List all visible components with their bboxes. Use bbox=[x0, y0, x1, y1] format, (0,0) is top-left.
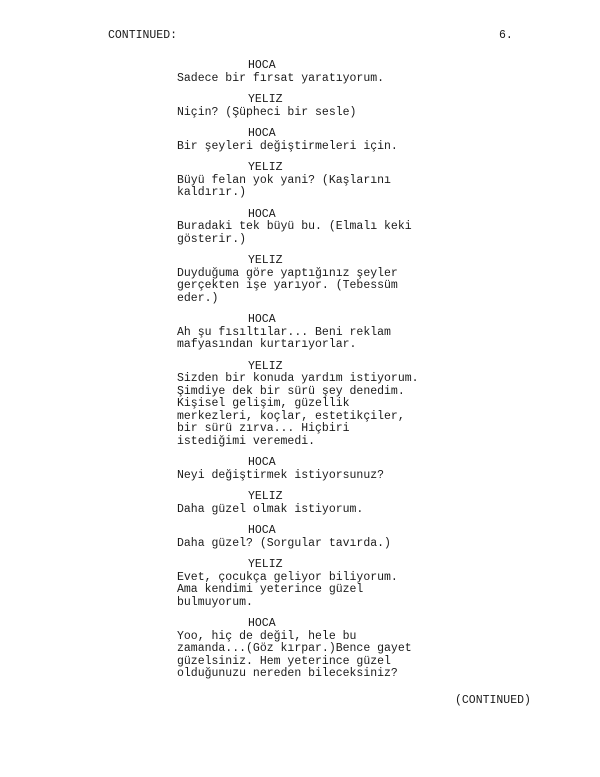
character-name: YELIZ bbox=[248, 359, 283, 373]
character-name: YELIZ bbox=[248, 254, 283, 267]
dialogue-column bbox=[177, 60, 437, 690]
dialogue-line: Daha güzel olmak istiyorum. bbox=[177, 502, 364, 516]
page-number: 6. bbox=[499, 29, 513, 42]
dialogue-block bbox=[177, 457, 437, 482]
dialogue-line: bulmuyorum. bbox=[177, 595, 253, 609]
dialogue-block bbox=[177, 60, 437, 85]
character-name: HOCA bbox=[248, 127, 276, 140]
character-name: YELIZ bbox=[248, 490, 283, 503]
dialogue-line: Ah şu fısıltılar... Beni reklam bbox=[177, 325, 391, 339]
dialogue-line: Şimdiye dek bir sürü şey denedim. bbox=[177, 384, 405, 398]
dialogue-line: gerçekten işe yarıyor. (Tebessüm bbox=[177, 279, 398, 292]
character-name: YELIZ bbox=[248, 93, 283, 106]
dialogue-block bbox=[177, 94, 437, 119]
character-name: HOCA bbox=[248, 524, 276, 537]
dialogue-block bbox=[177, 255, 437, 305]
dialogue-line: bir sürü zırva... Hiçbiri bbox=[177, 422, 350, 435]
dialogue-block bbox=[177, 559, 437, 609]
dialogue-line: Ama kendimi yeterince güzel bbox=[177, 583, 364, 596]
character-name: HOCA bbox=[248, 313, 276, 326]
dialogue-line: Bir şeyleri değiştirmeleri için. bbox=[177, 139, 398, 153]
dialogue-line: Daha güzel? (Sorgular tavırda.) bbox=[177, 536, 391, 550]
dialogue-block bbox=[177, 209, 437, 247]
continued-header: CONTINUED: bbox=[108, 29, 178, 42]
dialogue-line: merkezleri, koçlar, estetikçiler, bbox=[177, 409, 405, 423]
dialogue-line: Yoo, hiç de değil, hele bu bbox=[177, 629, 357, 643]
dialogue-line: olduğunuzu nereden bileceksiniz? bbox=[177, 667, 398, 680]
dialogue-block bbox=[177, 162, 437, 200]
dialogue-line: Sizden bir konuda yardım istiyorum. bbox=[177, 372, 419, 385]
character-name: HOCA bbox=[248, 207, 276, 221]
continued-footer: (CONTINUED) bbox=[455, 694, 531, 707]
dialogue-block bbox=[177, 314, 437, 352]
dialogue-line: Büyü felan yok yani? (Kaşlarını bbox=[177, 173, 391, 187]
dialogue-line: Duyduğuma göre yaptığınız şeyler bbox=[177, 266, 398, 280]
dialogue-block bbox=[177, 128, 437, 153]
dialogue-line: istediğimi veremedi. bbox=[177, 434, 316, 448]
character-name: HOCA bbox=[248, 59, 276, 72]
dialogue-line: Neyi değiştirmek istiyorsunuz? bbox=[177, 468, 385, 482]
dialogue-line: Buradaki tek büyü bu. (Elmalı keki bbox=[177, 220, 412, 233]
dialogue-block bbox=[177, 525, 437, 550]
dialogue-line: Niçin? (Şüpheci bir sesle) bbox=[177, 105, 357, 119]
character-name: HOCA bbox=[248, 456, 276, 469]
dialogue-line: eder.) bbox=[177, 291, 219, 305]
dialogue-block bbox=[177, 361, 437, 449]
dialogue-line: Kişisel gelişim, güzellik bbox=[177, 397, 350, 410]
character-name: YELIZ bbox=[248, 558, 283, 571]
character-name: YELIZ bbox=[248, 161, 283, 174]
dialogue-line: zamanda...(Göz kırpar.)Bence gayet bbox=[177, 642, 412, 655]
dialogue-line: gösterir.) bbox=[177, 232, 247, 246]
dialogue-line: Sadece bir fırsat yaratıyorum. bbox=[177, 71, 385, 85]
dialogue-line: güzelsiniz. Hem yeterince güzel bbox=[177, 654, 391, 668]
character-name: HOCA bbox=[248, 617, 276, 630]
dialogue-line: mafyasından kurtarıyorlar. bbox=[177, 338, 357, 351]
dialogue-block bbox=[177, 491, 437, 516]
dialogue-block bbox=[177, 618, 437, 681]
dialogue-line: Evet, çocukça geliyor biliyorum. bbox=[177, 570, 398, 584]
dialogue-line: kaldırır.) bbox=[177, 186, 247, 199]
